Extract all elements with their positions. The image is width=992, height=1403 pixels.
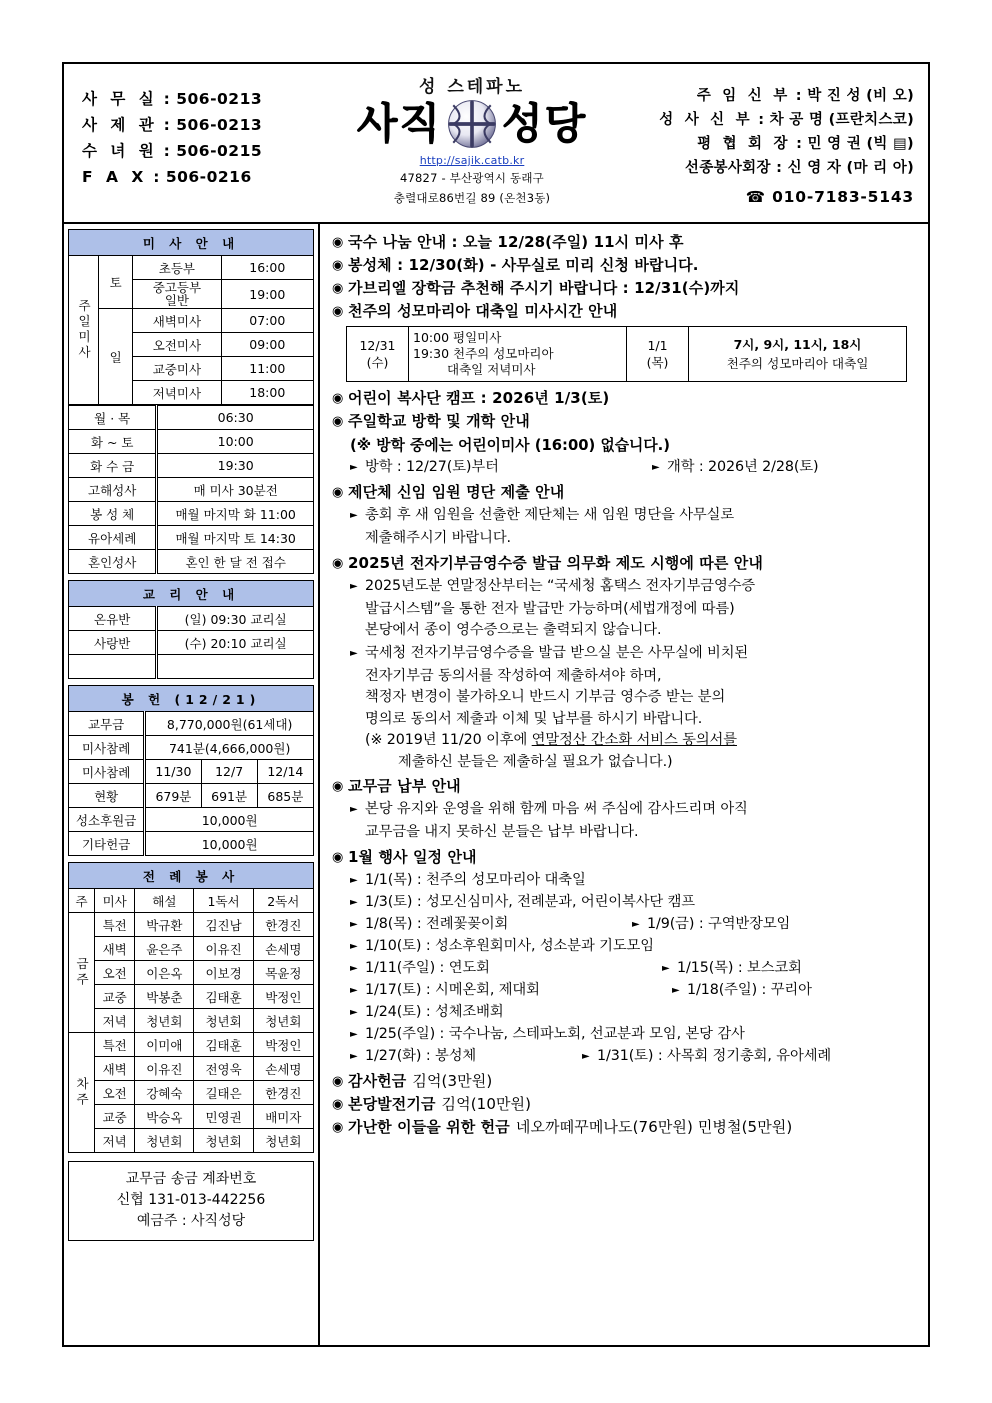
announcements-column [320,224,928,1345]
weekday-value: 매월 마지막 토 14:30 [157,526,314,550]
staff-label: 성 사 신 부 [659,112,753,128]
announcement-text: 제단체 신임 임원 명단 제출 안내 [348,483,565,501]
subitem-continuation: 책정자 변경이 불가하오니 반드시 기부금 영수증 받는 분의 [365,689,726,705]
saturday-label: 토 [99,256,133,309]
bullet-triangle-icon: ► [350,647,358,659]
schedule-entry-left: 1/17(토) : 시메온회, 제대회 [365,981,540,998]
bullet-triangle-icon: ► [350,1050,358,1062]
schedule-entry-left: 1/1(목) : 천주의 성모마리아 대축일 [365,871,586,888]
liturgy-reading1: 길태은 [194,1081,253,1105]
liturgy-reading1: 전영욱 [194,1057,253,1081]
attendance-date: 12/7 [201,760,257,784]
liturgy-reading1: 청년회 [194,1129,253,1153]
bullet-circle-icon: ◉ [332,235,344,250]
subitem-text: 국세청 전자기부금영수증을 발급 받으실 분은 사무실에 비치된 [365,644,749,661]
bullet-triangle-icon: ► [350,940,358,952]
bullet-circle-icon: ◉ [332,304,344,319]
schedule-entry-left: 1/11(주일) : 연도회 [365,959,490,976]
liturgy-mass: 새벽 [95,1057,135,1081]
announcement-item [332,553,920,574]
liturgy-reading2: 손세명 [253,937,313,961]
liturgy-commentator: 박봉춘 [135,985,194,1009]
list-item [332,980,920,1002]
weekday-label: 화 수 금 [69,454,157,478]
table-row [69,985,314,1009]
mass-name: 오전미사 [133,333,221,357]
bank-account-box [68,1161,314,1241]
tax-note-line1 [365,730,920,752]
holiday-mass-detail-1 [409,327,627,382]
bullet-triangle-icon: ► [350,804,358,815]
liturgy-commentator: 청년회 [135,1129,194,1153]
liturgy-reading2: 청년회 [253,1009,313,1033]
staff-value: 민 영 권 (빅 ▤) [807,136,914,152]
announcement-text: 교무금 납부 안내 [348,777,461,795]
bullet-triangle-icon: ► [350,1028,358,1040]
contact-label: F A X [82,168,148,186]
bullet-triangle-icon: ► [672,984,680,996]
mass-time: 09:00 [221,333,313,357]
bullet-triangle-icon: ► [350,510,358,521]
schedule-entry-left: 1/27(화) : 봉성체 [365,1047,477,1064]
weekday-value: 19:30 [157,454,314,478]
bullet-circle-icon: ◉ [332,1096,344,1112]
bullet-triangle-icon: ► [350,918,358,930]
schedule-entry-right: 1/15(목) : 보스코회 [677,959,802,976]
church-website-link[interactable]: http://sajik.catb.kr [419,154,525,167]
staff-block [642,64,928,222]
schedule-entry-left: 1/3(토) : 성모신심미사, 전례분과, 어린이복사단 캠프 [365,893,695,910]
weekday-value: 매월 마지막 화 11:00 [157,502,314,526]
weekday-value: 매 미사 30분전 [157,478,314,502]
list-item [332,870,920,892]
staff-row: 평 협 회 장 : 민 영 권 (빅 ▤) [697,136,914,152]
liturgy-reading2: 목윤정 [253,961,313,985]
contact-value: 506-0215 [176,142,263,160]
liturgy-reading2: 청년회 [253,1129,313,1153]
account-holder: 예금주 : 사직성당 [136,1213,246,1229]
list-item [332,936,920,958]
attendance-count: 691분 [201,784,257,808]
attendance-count: 679분 [145,784,201,808]
holiday-date-1-line1: 12/31 [359,338,396,353]
mass-name: 교중미사 [133,357,221,381]
liturgy-reading1: 청년회 [194,1009,253,1033]
development-fund-value: 김억(10만원) [441,1094,532,1113]
holiday-mass-time-1c: 대축일 저녁미사 [447,362,536,377]
liturgy-commentator: 청년회 [135,1009,194,1033]
announcement-text: 가브리엘 장학금 추천해 주시기 바랍니다 : 12/31(수)까지 [348,279,740,297]
church-address-line2: 충렬대로86번길 89 (온천3동) [393,191,551,205]
weekday-label: 봉 성 체 [69,502,157,526]
liturgy-mass: 교중 [95,1105,135,1129]
schedule-entry-left: 1/24(토) : 성체조배회 [365,1003,504,1020]
bullet-circle-icon: ◉ [332,414,344,429]
holiday-date-2-line2: (목) [646,355,669,370]
offering-value: 10,000원 [145,832,314,856]
donation-item [332,1071,920,1092]
contact-block [64,64,302,222]
subitem-continuation: 교무금을 내지 못하신 분들은 납부 바랍니다. [365,824,639,840]
offering-value: 8,770,000원(61세대) [145,712,314,736]
bullet-triangle-icon: ► [350,962,358,974]
subitem-continuation: 발급시스템”을 통한 전자 발급만 가능하며(세법개정에 따름) [365,600,735,617]
weekday-value: 06:30 [157,406,314,430]
holiday-date-2-line1: 1/1 [647,338,668,353]
liturgy-col-header: 주 [69,889,95,913]
bullet-triangle-icon: ► [350,874,358,886]
offering-value: 10,000원 [145,808,314,832]
contact-value: 506-0213 [176,90,263,108]
tax-note-prefix: (※ 2019년 11/20 이후에 [365,732,532,748]
contact-value: 506-0216 [165,168,252,186]
staff-row: 주 임 신 부 : 박 진 성 (비 오) [696,88,914,104]
church-identity [302,64,642,222]
schedule-entry-right: 1/18(주일) : 꾸리아 [687,981,812,998]
church-name-right: 성당 [502,99,588,148]
announcement-text: 국수 나눔 안내 : 오늘 12/28(주일) 11시 미사 후 [348,233,684,251]
bullet-circle-icon: ◉ [332,485,344,500]
bullet-triangle-icon: ► [350,1006,358,1018]
offering-label: 교무금 [69,712,145,736]
bullet-circle-icon: ◉ [332,1073,344,1089]
mass-name: 중고등부 일반 [133,280,221,309]
doctrine-label [69,655,157,679]
announcement-item [332,301,920,322]
list-item [332,958,920,980]
mass-schedule-table [68,229,314,405]
liturgy-reading1: 김태훈 [194,985,253,1009]
donation-item [332,1117,920,1138]
tax-note-line2: 제출하신 분들은 제출하실 필요가 없습니다.) [398,753,673,770]
subitem-text: 2025년도분 연말정산부터는 “국세청 홈택스 전자기부금영수증 [365,577,756,594]
phone-row [642,188,914,206]
doctrine-title: 교 리 안 내 [69,581,314,607]
doctrine-value: (수) 20:10 교리실 [157,631,314,655]
schedule-entry-left: 1/25(주일) : 국수나눔, 스테파노회, 선교분과 모임, 본당 감사 [365,1025,745,1042]
liturgy-reading1: 김태훈 [194,1033,253,1057]
liturgy-commentator: 강혜숙 [135,1081,194,1105]
list-item [332,1024,920,1046]
liturgy-mass: 특전 [95,913,135,937]
subitem-continuation: 본당에서 종이 영수증으로는 출력되지 않습니다. [365,622,662,638]
liturgy-col-header: 해설 [135,889,194,913]
liturgy-reading2: 손세명 [253,1057,313,1081]
subitem-text: 본당 유지와 운영을 위해 함께 마음 써 주심에 감사드리며 아직 [365,801,748,817]
doctrine-table [68,580,314,679]
schedule-entry-right: 1/9(금) : 구역반장모임 [647,915,791,932]
offering-label: 기타헌금 [69,832,145,856]
staff-value: 박 진 성 (비 오) [807,88,914,104]
tax-note-underlined: 연말정산 간소화 서비스 동의서를 [531,732,737,748]
liturgy-mass: 저녁 [95,1129,135,1153]
january-schedule-list [332,870,920,1068]
offering-label: 성소후원금 [69,808,145,832]
bullet-triangle-icon: ► [652,462,660,473]
liturgy-commentator: 박규환 [135,913,194,937]
table-row [69,1129,314,1153]
table-row [69,1081,314,1105]
schedule-entry-left: 1/10(토) : 성소후원회미사, 성소분과 기도모임 [365,937,654,954]
telephone-icon: ☎ [745,188,766,206]
bullet-circle-icon: ◉ [332,849,344,865]
holiday-mass-time-1b: 19:30 천주의 성모마리아 [413,346,554,361]
schedule-entry-left: 1/8(목) : 전례꽃꽂이회 [365,915,509,932]
weekday-label: 월 · 목 [69,406,157,430]
liturgy-reading2: 한경진 [253,913,313,937]
announcement-text: 2025년 전자기부금영수증 발급 의무화 제도 시행에 따른 안내 [348,553,763,572]
staff-value: 신 영 자 (마 리 아) [787,160,914,176]
staff-row: 성 사 신 부 : 차 공 명 (프란치스코) [659,112,914,128]
liturgy-commentator: 박승옥 [135,1105,194,1129]
announcement-item [332,411,920,432]
liturgy-commentator: 이미애 [135,1033,194,1057]
holiday-date-1 [347,327,409,382]
mass-time: 07:00 [221,309,313,333]
patron-saint-name: 성 스테파노 [418,77,526,97]
offering-value: 741분(4,666,000원) [145,736,314,760]
school-break-note: (※ 방학 중에는 어린이미사 (16:00) 없습니다.) [350,437,671,454]
this-week-label: 금주 [69,913,95,1033]
liturgy-reading1: 민영권 [194,1105,253,1129]
mass-time: 19:00 [221,280,313,309]
holiday-mass-detail-2 [689,327,907,382]
weekday-label: 혼인성사 [69,550,157,574]
announcement-item [332,388,920,409]
holiday-mass-time-2a: 7시, 9시, 11시, 18시 [733,337,862,352]
table-row [69,1009,314,1033]
church-address-line1: 47827 - 부산광역시 동래구 [400,171,544,185]
mass-time: 18:00 [221,381,313,405]
liturgy-reading1: 김진남 [194,913,253,937]
contact-label: 수 녀 원 [82,142,158,160]
liturgy-reading2: 배미자 [253,1105,313,1129]
doctrine-value [157,655,314,679]
weekday-mass-table [68,405,314,574]
liturgy-col-header: 1독서 [194,889,253,913]
holiday-date-1-line2: (수) [366,355,389,370]
liturgy-title: 전 례 봉 사 [69,863,314,889]
staff-label: 평 협 회 장 [697,136,791,152]
table-row [69,913,314,937]
church-title-row [302,95,642,153]
development-fund-label: 본당발전기금 [348,1094,436,1113]
weekday-value: 10:00 [157,430,314,454]
liturgy-mass: 오전 [95,1081,135,1105]
subitem-text: 총회 후 새 임원을 선출한 제단체는 새 임원 명단을 사무실로 [365,507,735,523]
bullet-triangle-icon: ► [350,462,358,473]
holiday-mass-times-table [346,326,907,382]
liturgy-reading1: 이유진 [194,937,253,961]
contact-row: 사 무 실 : 506-0213 [82,90,263,108]
weekday-label: 화 ~ 토 [69,430,157,454]
attendance-date: 12/14 [257,760,313,784]
liturgy-mass: 저녁 [95,1009,135,1033]
bullet-triangle-icon: ► [582,1050,590,1062]
schedule-entry-right: 1/31(토) : 사목회 정기총회, 유아세례 [597,1047,832,1064]
announcement-subitem [350,576,920,598]
doctrine-value: (일) 09:30 교리실 [157,607,314,631]
list-item [332,914,920,936]
announcement-text: 어린이 복사단 캠프 : 2026년 1/3(토) [348,389,610,407]
cross-emblem-icon [446,98,498,150]
liturgy-reading1: 이보경 [194,961,253,985]
poor-offering-label: 가난한 이들을 위한 헌금 [348,1117,510,1136]
offering-label: 미사참례 [69,736,145,760]
announcement-text: 봉성체 : 12/30(화) - 사무실로 미리 신청 바랍니다. [348,256,699,274]
subitem-continuation: 제출해주시기 바랍니다. [365,530,511,546]
offering-title: 봉 헌 (12/21) [69,686,314,712]
liturgy-reading2: 박정인 [253,985,313,1009]
bullet-triangle-icon: ► [350,984,358,996]
bullet-circle-icon: ◉ [332,391,344,406]
subitem-continuation: 명의로 동의서 제출과 이체 및 납부를 하시기 바랍니다. [365,710,703,727]
sunday-label: 일 [99,309,133,405]
attendance-date: 11/30 [145,760,201,784]
announcement-item [332,278,920,299]
break-start-text: 방학 : 12/27(토)부터 [365,459,499,475]
mass-name: 초등부 [133,256,221,280]
announcement-item [332,482,920,503]
doctrine-label: 온유반 [69,607,157,631]
liturgy-commentator: 이은옥 [135,961,194,985]
staff-label: 선종봉사회장 [684,160,771,176]
table-row [69,961,314,985]
contact-value: 506-0213 [176,116,263,134]
announcement-text: 천주의 성모마리아 대축일 미사시간 안내 [348,302,618,320]
announcement-text: 1월 행사 일정 안내 [348,847,477,866]
attendance-label: 현황 [69,784,145,808]
sunday-mass-label: 주일미사 [69,256,99,405]
staff-row: 선종봉사회장 : 신 영 자 (마 리 아) [684,160,914,176]
contact-row: 사 제 관 : 506-0213 [82,116,263,134]
liturgy-commentator: 이유진 [135,1057,194,1081]
mass-schedule-title: 미 사 안 내 [69,230,314,256]
poor-offering-value: 네오까떼꾸메나도(76만원) 민병철(5만원) [515,1117,793,1136]
doctrine-label: 사랑반 [69,631,157,655]
list-item [332,1046,920,1068]
bullet-triangle-icon: ► [350,580,358,592]
mass-name: 새벽미사 [133,309,221,333]
holiday-mass-time-2b: 천주의 성모마리아 대축일 [726,356,869,371]
holiday-mass-time-1a: 10:00 평일미사 [413,330,502,345]
liturgy-service-table [68,862,314,1153]
liturgy-mass: 교중 [95,985,135,1009]
weekday-label: 고해성사 [69,478,157,502]
table-row [69,937,314,961]
announcement-text: 주일학교 방학 및 개학 안내 [348,412,530,430]
offering-table [68,685,314,856]
liturgy-col-header: 2독서 [253,889,313,913]
mass-time: 16:00 [221,256,313,280]
bullet-circle-icon: ◉ [332,779,344,794]
contact-label: 사 제 관 [82,116,158,134]
liturgy-reading2: 한경진 [253,1081,313,1105]
mass-name: 저녁미사 [133,381,221,405]
staff-label: 주 임 신 부 [696,88,791,104]
mass-time: 11:00 [221,357,313,381]
announcement-item [332,255,920,276]
donation-item [332,1094,920,1115]
announcement-subitem [350,799,920,821]
table-row [69,1057,314,1081]
list-item [332,1002,920,1024]
contact-row: 수 녀 원 : 506-0215 [82,142,263,160]
bulletin-frame [62,62,930,1347]
liturgy-mass: 특전 [95,1033,135,1057]
table-row [69,1033,314,1057]
church-name-left: 사직 [356,99,442,148]
bullet-circle-icon: ◉ [332,281,344,296]
contact-row: F A X : 506-0216 [82,168,252,186]
bullet-circle-icon: ◉ [332,555,344,571]
liturgy-reading2: 박정인 [253,1033,313,1057]
liturgy-commentator: 윤은주 [135,937,194,961]
announcement-subitem [350,643,920,665]
school-resume-text: 개학 : 2026년 2/28(토) [667,459,819,475]
next-week-label: 차주 [69,1033,95,1153]
liturgy-mass: 새벽 [95,937,135,961]
contact-label: 사 무 실 [82,90,158,108]
list-item [332,892,920,914]
weekday-value: 혼인 한 달 전 접수 [157,550,314,574]
bullet-triangle-icon: ► [350,896,358,908]
announcement-item [332,847,920,868]
announcement-subitem [350,505,920,527]
sidebar-column [64,224,320,1345]
liturgy-mass: 오전 [95,961,135,985]
thanks-offering-value: 김억(3만원) [412,1071,493,1090]
phone-number: 010-7183-5143 [772,188,914,206]
liturgy-col-header: 미사 [95,889,135,913]
subitem-continuation: 전자기부금 동의서를 작성하여 제출하셔야 하며, [365,667,662,684]
announcement-item [332,232,920,253]
bullet-circle-icon: ◉ [332,258,344,273]
bulletin-header [64,64,928,222]
school-break-dates [332,457,920,479]
attendance-label: 미사참례 [69,760,145,784]
thanks-offering-label: 감사헌금 [348,1071,407,1090]
account-number: 신협 131-013-442256 [116,1192,266,1208]
table-row [69,1105,314,1129]
holiday-date-2 [627,327,689,382]
weekday-label: 유아세례 [69,526,157,550]
school-resume-row [652,457,819,479]
bullet-triangle-icon: ► [662,962,670,974]
bulletin-body [64,224,928,1345]
bullet-circle-icon: ◉ [332,1119,344,1135]
bullet-triangle-icon: ► [632,918,640,930]
announcement-item [332,776,920,797]
break-start-row [332,457,652,479]
staff-value: 차 공 명 (프란치스코) [769,112,914,128]
account-title: 교무금 송금 계좌번호 [125,1171,257,1187]
attendance-count: 685분 [257,784,313,808]
